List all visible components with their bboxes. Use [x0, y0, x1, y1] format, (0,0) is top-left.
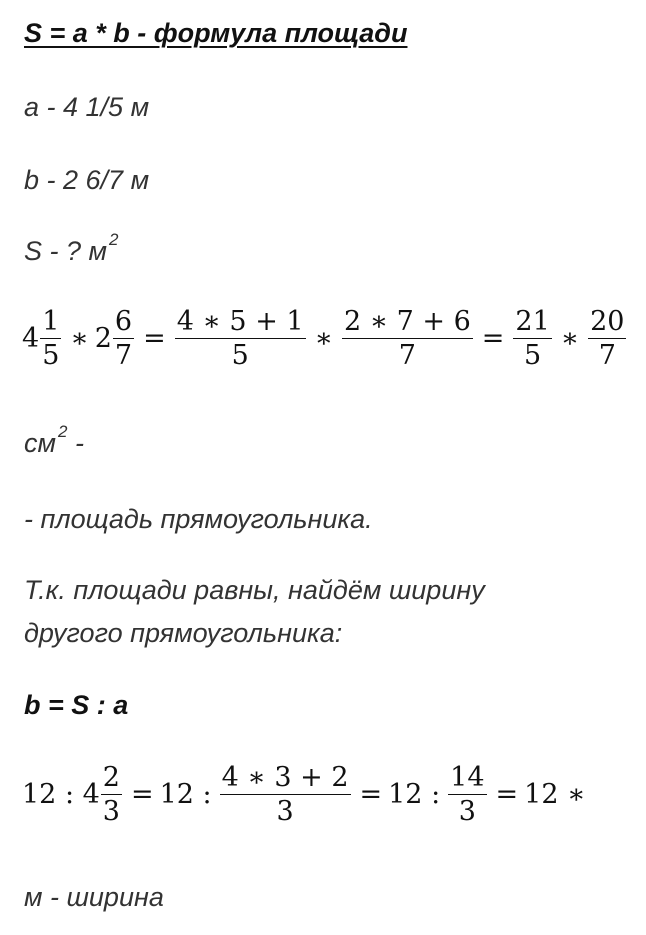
area-value-line [24, 422, 84, 459]
multiply-sign-2: ∗ [314, 322, 333, 354]
side-b-line: b - 2 6/7 м [24, 165, 150, 195]
improper-fraction-2 [342, 305, 473, 371]
result-fraction-1 [513, 305, 551, 371]
width-eq-mixed-numerator: 2 [102, 761, 120, 793]
result-fraction-1-numerator: 21 [515, 305, 550, 337]
rectangle-area-line: - площадь прямоугольника. [24, 504, 373, 534]
width-formula: b = S : a [24, 690, 129, 720]
formula-heading-text: S = a * b - формула площади [24, 18, 408, 48]
improper-fraction-2-numerator: 2 ∗ 7 + 6 [343, 305, 471, 337]
width-eq-mixed-fraction [101, 761, 122, 827]
improper-fraction-1-denominator: 5 [231, 339, 249, 371]
side-a-line: a - 4 1/5 м [24, 92, 150, 122]
area-unknown-exponent: 2 [109, 230, 119, 249]
improper-fraction-1 [175, 305, 306, 371]
width-eq-improper-fraction [220, 761, 351, 827]
width-eq-lhs: 12 : 4 [22, 778, 100, 810]
paragraph-line-1: Т.к. площади равны, найдём ширину [24, 575, 485, 605]
width-eq-mid-2: 12 : [388, 778, 441, 810]
area-unknown-text: S - ? м [24, 236, 108, 266]
width-eq-result-numerator: 14 [450, 761, 485, 793]
mixed-fraction-2 [113, 305, 134, 371]
width-eq-mid-1: 12 : [159, 778, 212, 810]
area-unit-exponent: 2 [58, 422, 68, 441]
result-fraction-2-denominator: 7 [598, 339, 616, 371]
width-equation [22, 756, 630, 832]
result-fraction-1-denominator: 5 [523, 339, 542, 371]
width-eq-result-denominator: 3 [458, 795, 476, 827]
result-fraction-2 [588, 305, 626, 371]
mixed-whole-2: 2 [94, 322, 112, 354]
mixed-fraction-1 [40, 305, 61, 371]
mixed-fraction-2-denominator: 7 [114, 339, 133, 371]
equals-sign-1: = [143, 322, 166, 354]
area-unit-text: см [24, 428, 57, 458]
area-unit-dash: - [67, 428, 84, 458]
area-equation [22, 300, 646, 376]
width-eq-tail: 12 ∗ [524, 778, 586, 810]
multiply-sign-1: ∗ [70, 322, 89, 354]
equals-sign-2: = [481, 322, 505, 354]
width-eq-equals-1: = [130, 778, 154, 810]
width-eq-improper-numerator: 4 ∗ 3 + 2 [221, 761, 349, 793]
area-unknown-line [24, 230, 119, 267]
mixed-fraction-1-denominator: 5 [42, 339, 60, 371]
mixed-fraction-1-numerator: 1 [42, 305, 60, 337]
mixed-fraction-2-numerator: 6 [114, 305, 133, 337]
width-eq-mixed-denominator: 3 [102, 795, 120, 827]
width-eq-equals-2: = [359, 778, 383, 810]
width-result-line: м - ширина [24, 882, 164, 912]
multiply-sign-3: ∗ [560, 322, 580, 354]
paragraph-line-2: другого прямоугольника: [24, 618, 343, 648]
width-eq-improper-denominator: 3 [276, 795, 294, 827]
width-eq-equals-3: = [495, 778, 519, 810]
improper-fraction-2-denominator: 7 [398, 339, 416, 371]
result-fraction-2-numerator: 20 [590, 305, 625, 337]
improper-fraction-1-numerator: 4 ∗ 5 + 1 [176, 305, 304, 337]
formula-heading [24, 18, 407, 49]
width-eq-result-fraction [448, 761, 486, 827]
mixed-whole-1: 4 [22, 322, 40, 354]
